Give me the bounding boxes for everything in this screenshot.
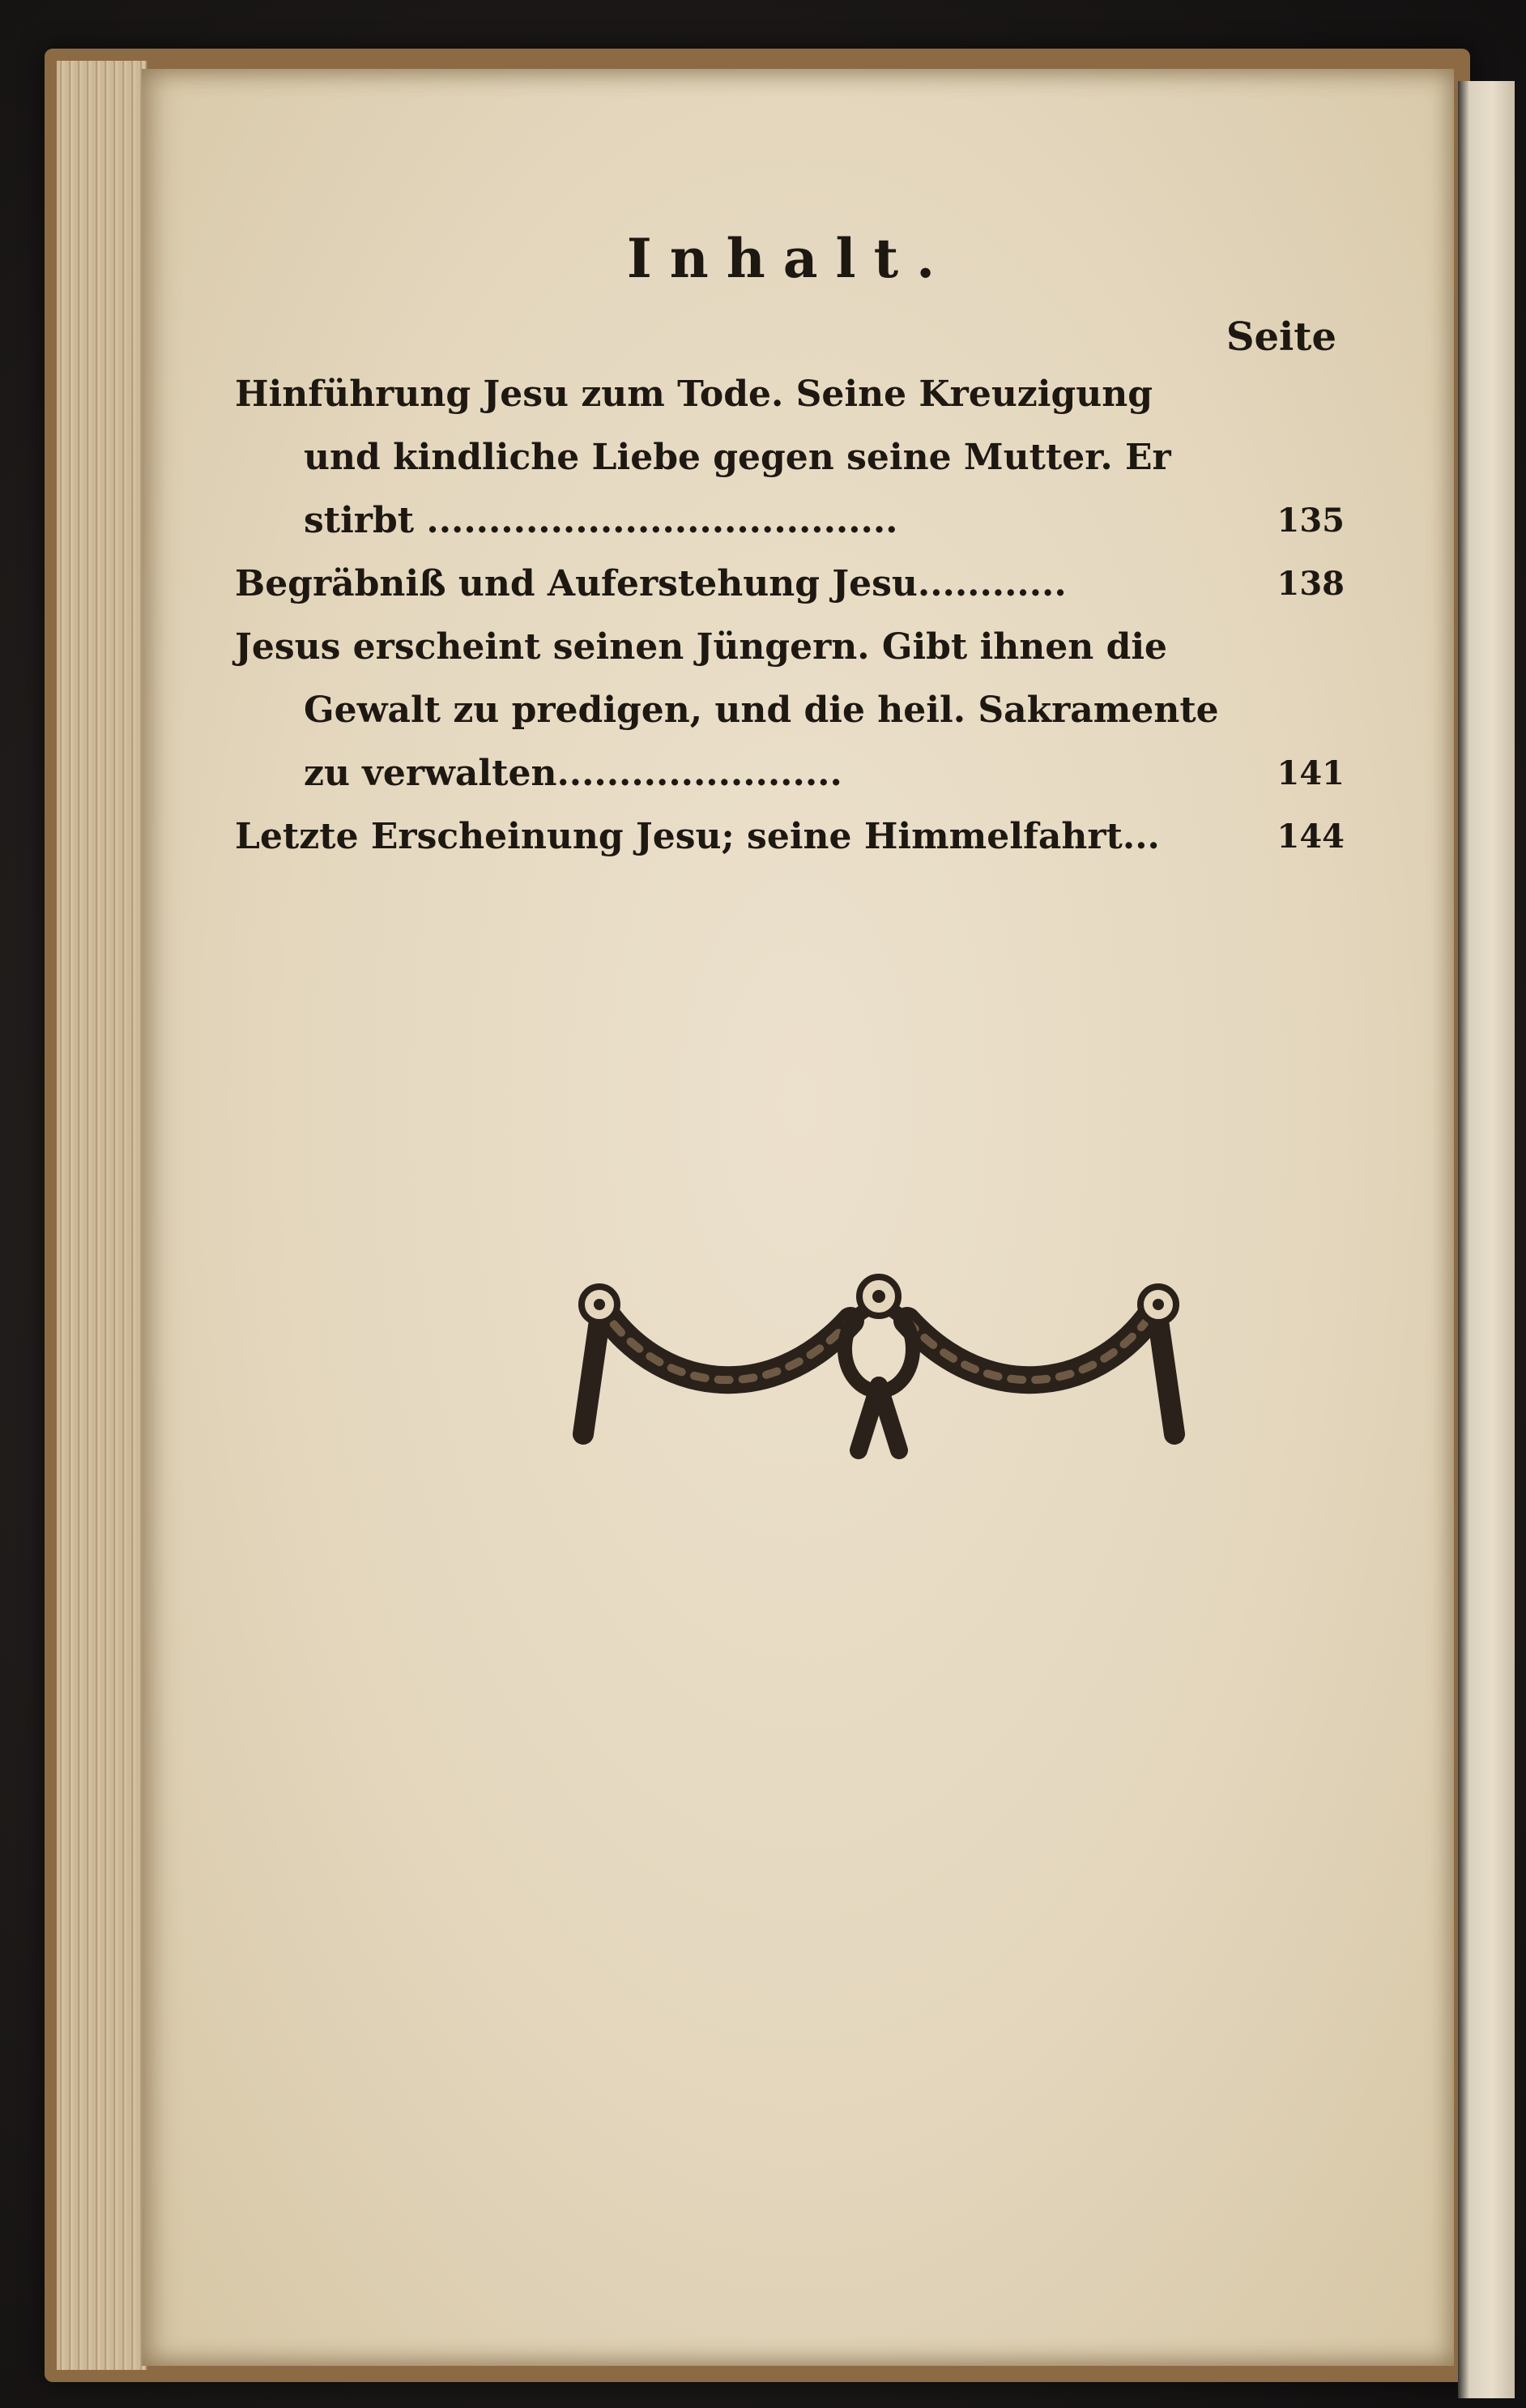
- garland-ornament-icon: [567, 1272, 1191, 1467]
- page-title: Inhalt.: [626, 227, 953, 290]
- toc-entry-title: Jesus erscheint seinen Jüngern. Gibt ihnen die Gewalt zu predigen, und die heil. Sakramente zu verwalten.......................: [235, 626, 1219, 794]
- toc-entry-title: Letzte Erscheinung Jesu; seine Himmelfahrt...: [235, 816, 1160, 857]
- table-of-contents: [235, 227, 1345, 869]
- page-edges: [57, 61, 147, 2370]
- toc-entry-page: 141: [1277, 754, 1345, 792]
- toc-entry-page: 144: [1277, 818, 1345, 856]
- page-column-label: Seite: [1225, 314, 1336, 360]
- toc-entry-title: Begräbniß und Auferstehung Jesu............: [235, 563, 1067, 604]
- facing-page-edge: [1458, 81, 1515, 2398]
- toc-entry: [235, 616, 1345, 805]
- toc-entry: [235, 805, 1345, 869]
- toc-entry-page: 135: [1277, 502, 1345, 540]
- toc-entry-page: 138: [1277, 565, 1345, 603]
- toc-entry-title: Hinführung Jesu zum Tode. Seine Kreuzigung und kindliche Liebe gegen seine Mutter. Er stirbt ......................................: [235, 374, 1171, 541]
- toc-entry: [235, 553, 1345, 616]
- toc-entry: [235, 363, 1345, 553]
